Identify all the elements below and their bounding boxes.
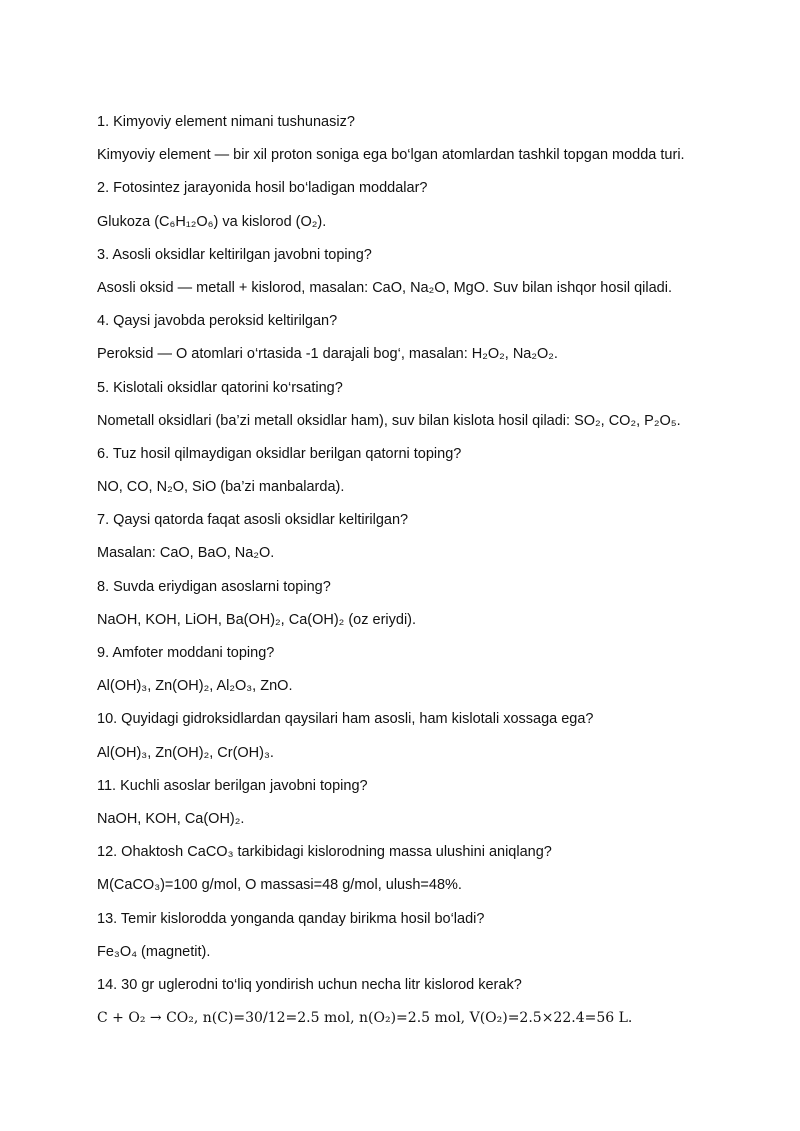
question-10: 10. Quyidagi gidroksidlardan qaysilari ham asosli, ham kislotali xossaga ega? (97, 711, 594, 728)
question-4: 4. Qaysi javobda peroksid keltirilgan? (97, 313, 338, 330)
answer-3: Asosli oksid — metall + kislorod, masalan: CaO, Na₂O, MgO. Suv bilan ishqor hosil qiladi. (97, 279, 672, 296)
answer-1: Kimyoviy element — bir xil proton soniga ega bo‘lgan atomlardan tashkil topgan modda turi. (97, 147, 685, 164)
question-8: 8. Suvda eriydigan asoslarni toping? (97, 578, 331, 595)
question-11: 11. Kuchli asoslar berilgan javobni toping? (97, 777, 368, 794)
question-12: 12. Ohaktosh CaCO₃ tarkibidagi kislorodning massa ulushini aniqlang? (97, 844, 552, 861)
answer-10: Al(OH)₃, Zn(OH)₂, Cr(OH)₃. (97, 744, 274, 761)
question-3: 3. Asosli oksidlar keltirilgan javobni toping? (97, 246, 372, 263)
answer-13: Fe₃O₄ (magnetit). (97, 943, 211, 960)
question-2: 2. Fotosintez jarayonida hosil bo‘ladigan moddalar? (97, 180, 428, 197)
question-1: 1. Kimyoviy element nimani tushunasiz? (97, 114, 355, 130)
question-9: 9. Amfoter moddani toping? (97, 645, 275, 661)
question-5: 5. Kislotali oksidlar qatorini ko‘rsating? (97, 379, 343, 396)
answer-5: Nometall oksidlari (ba’zi metall oksidlar ham), suv bilan kislota hosil qiladi: SO₂, CO₂, P₂O₅. (97, 412, 681, 429)
answer-14: C + O₂ → CO₂, n(C)=30/12=2.5 mol, n(O₂)=2.5 mol, V(O₂)=2.5×22.4=56 L. (97, 1010, 633, 1027)
answer-6: NO, CO, N₂O, SiO (ba’zi manbalarda). (97, 479, 345, 496)
answer-8: NaOH, KOH, LiOH, Ba(OH)₂, Ca(OH)₂ (oz eriydi). (97, 611, 417, 628)
answer-2: Glukoza (C₆H₁₂O₆) va kislorod (O₂). (97, 213, 327, 230)
answer-7: Masalan: CaO, BaO, Na₂O. (97, 545, 275, 562)
answer-12: M(CaCO₃)=100 g/mol, O massasi=48 g/mol, ulush=48%. (97, 877, 462, 894)
question-13: 13. Temir kislorodda yonganda qanday birikma hosil bo‘ladi? (97, 910, 485, 927)
document-body (97, 112, 737, 1041)
question-6: 6. Tuz hosil qilmaydigan oksidlar berilgan qatorni toping? (97, 445, 462, 462)
answer-9: Al(OH)₃, Zn(OH)₂, Al₂O₃, ZnO. (97, 678, 293, 695)
answer-11: NaOH, KOH, Ca(OH)₂. (97, 810, 245, 827)
question-7: 7. Qaysi qatorda faqat asosli oksidlar keltirilgan? (97, 512, 409, 529)
answer-4: Peroksid — O atomlari o‘rtasida -1 darajali bog‘, masalan: H₂O₂, Na₂O₂. (97, 346, 558, 363)
question-14: 14. 30 gr uglerodni to‘liq yondirish uchun necha litr kislorod kerak? (97, 976, 522, 993)
